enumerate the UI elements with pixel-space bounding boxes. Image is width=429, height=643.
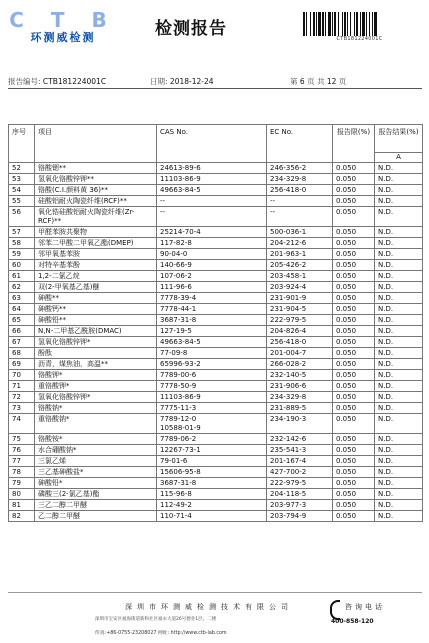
row-result: N.D. [375, 359, 423, 370]
report-number [8, 76, 106, 87]
row-ec: 232-140-5 [267, 370, 333, 381]
row-limit: 0.050 [333, 260, 375, 271]
row-no: 55 [9, 196, 35, 207]
row-item: 铬酸锶** [35, 163, 157, 174]
row-ec: 234-329-8 [267, 174, 333, 185]
report-date-label: 日期: [150, 77, 168, 86]
row-ec: 201-004-7 [267, 348, 333, 359]
row-item: 砷酸钙** [35, 304, 157, 315]
header-ec: EC No. [267, 125, 333, 163]
row-limit: 0.050 [333, 174, 375, 185]
row-ec: 427-700-2 [267, 467, 333, 478]
row-ec: 256-418-0 [267, 185, 333, 196]
row-item: 铬酸钠* [35, 403, 157, 414]
row-result: N.D. [375, 392, 423, 403]
row-result: N.D. [375, 196, 423, 207]
row-result: N.D. [375, 348, 423, 359]
row-cas: 115-96-8 [157, 489, 267, 500]
hotline-number: 400-858-120 [331, 618, 374, 625]
row-ec: 234-329-8 [267, 392, 333, 403]
row-limit: 0.050 [333, 381, 375, 392]
row-ec: -- [267, 207, 333, 227]
row-result: N.D. [375, 174, 423, 185]
row-cas: 15606-95-8 [157, 467, 267, 478]
row-no: 53 [9, 174, 35, 185]
row-ec: 204-826-4 [267, 326, 333, 337]
row-cas: 3687-31-8 [157, 478, 267, 489]
row-result: N.D. [375, 500, 423, 511]
row-result: N.D. [375, 489, 423, 500]
table-row [9, 315, 423, 326]
table-row [9, 359, 423, 370]
row-item: 邻苯二甲酸二甲氧乙酯(DMEP) [35, 238, 157, 249]
row-cas: 140-66-9 [157, 260, 267, 271]
row-item: 氢氧化铬酸锌钾** [35, 174, 157, 185]
row-no: 72 [9, 392, 35, 403]
row-cas: 107-06-2 [157, 271, 267, 282]
table-row [9, 467, 423, 478]
row-limit: 0.050 [333, 185, 375, 196]
row-limit: 0.050 [333, 456, 375, 467]
footer-rule [8, 592, 422, 593]
row-cas: 24613-89-6 [157, 163, 267, 174]
header-rule [8, 88, 422, 89]
row-no: 69 [9, 359, 35, 370]
row-result: N.D. [375, 249, 423, 260]
row-cas: 7778-50-9 [157, 381, 267, 392]
row-no: 73 [9, 403, 35, 414]
row-limit: 0.050 [333, 337, 375, 348]
row-ec: 231-901-9 [267, 293, 333, 304]
row-item: 砷酸铅** [35, 315, 157, 326]
row-limit: 0.050 [333, 434, 375, 445]
row-cas: 3687-31-8 [157, 315, 267, 326]
table-row [9, 207, 423, 227]
row-ec: 231-904-5 [267, 304, 333, 315]
row-ec: -- [267, 196, 333, 207]
row-cas: 11103-86-9 [157, 392, 267, 403]
header-cas: CAS No. [157, 125, 267, 163]
row-limit: 0.050 [333, 271, 375, 282]
row-no: 65 [9, 315, 35, 326]
barcode-bar [377, 12, 379, 36]
row-result: N.D. [375, 227, 423, 238]
row-result: N.D. [375, 326, 423, 337]
row-result: N.D. [375, 434, 423, 445]
row-cas: 117-82-8 [157, 238, 267, 249]
company-logo [8, 10, 118, 44]
row-cas: 11103-86-9 [157, 174, 267, 185]
row-cas-secondary: 10588-01-9 [160, 424, 201, 432]
row-no: 59 [9, 249, 35, 260]
row-limit: 0.050 [333, 163, 375, 174]
row-cas: 12267-73-1 [157, 445, 267, 456]
row-cas: 7775-11-3 [157, 403, 267, 414]
row-no: 70 [9, 370, 35, 381]
row-item: 砷酸铅* [35, 478, 157, 489]
row-item: N,N-二甲基乙酰胺(DMAC) [35, 326, 157, 337]
row-no: 76 [9, 445, 35, 456]
row-no: 74 [9, 414, 35, 434]
row-cas [157, 414, 267, 434]
row-result: N.D. [375, 282, 423, 293]
row-limit: 0.050 [333, 238, 375, 249]
header-no: 序号 [9, 125, 35, 163]
row-cas: 79-01-6 [157, 456, 267, 467]
row-item: 三氯乙烯 [35, 456, 157, 467]
row-cas: 49663-84-5 [157, 337, 267, 348]
row-ec: 204-118-5 [267, 489, 333, 500]
table-row [9, 163, 423, 174]
row-limit: 0.050 [333, 304, 375, 315]
table-row [9, 500, 423, 511]
row-no: 52 [9, 163, 35, 174]
row-no: 61 [9, 271, 35, 282]
row-limit: 0.050 [333, 282, 375, 293]
table-row [9, 293, 423, 304]
row-item: 磷酸三(2-氯乙基)酯 [35, 489, 157, 500]
row-item: 沥青，煤焦油，高温** [35, 359, 157, 370]
row-ec: 500-036-1 [267, 227, 333, 238]
row-ec: 203-924-4 [267, 282, 333, 293]
row-item: 氧化锆硅酸铝耐火陶瓷纤维(Zr-RCF)** [35, 207, 157, 227]
row-cas: 25214-70-4 [157, 227, 267, 238]
row-limit: 0.050 [333, 489, 375, 500]
results-table [8, 124, 423, 522]
table-row [9, 511, 423, 522]
row-item: 铬酸铵* [35, 434, 157, 445]
row-cas: 77-09-8 [157, 348, 267, 359]
table-row [9, 174, 423, 185]
row-ec: 256-418-0 [267, 337, 333, 348]
row-ec: 235-541-3 [267, 445, 333, 456]
row-result: N.D. [375, 414, 423, 434]
row-no: 56 [9, 207, 35, 227]
row-cas: -- [157, 196, 267, 207]
row-result: N.D. [375, 403, 423, 414]
row-result: N.D. [375, 381, 423, 392]
row-no: 66 [9, 326, 35, 337]
row-item: 对特辛基苯酚 [35, 260, 157, 271]
row-ec: 203-794-9 [267, 511, 333, 522]
row-result: N.D. [375, 467, 423, 478]
table-row [9, 381, 423, 392]
table-row [9, 227, 423, 238]
page-indicator [290, 76, 346, 87]
row-item: 邻甲氧基苯胺 [35, 249, 157, 260]
row-item: 酚酞 [35, 348, 157, 359]
row-limit: 0.050 [333, 359, 375, 370]
row-item: 铬酸(C.I.颜料黄 36)** [35, 185, 157, 196]
page-total: 12 [326, 77, 337, 86]
row-result: N.D. [375, 478, 423, 489]
row-item: 硅酸铝耐火陶瓷纤维(RCF)** [35, 196, 157, 207]
row-ec: 201-963-1 [267, 249, 333, 260]
row-limit: 0.050 [333, 478, 375, 489]
row-item: 水合硼酸钠* [35, 445, 157, 456]
row-cas: 111-96-6 [157, 282, 267, 293]
table-row [9, 478, 423, 489]
row-result: N.D. [375, 238, 423, 249]
row-cas: 110-71-4 [157, 511, 267, 522]
row-item: 砷酸** [35, 293, 157, 304]
header-limit: 报告限(%) [333, 125, 375, 163]
row-no: 64 [9, 304, 35, 315]
table-row [9, 489, 423, 500]
row-ec: 266-028-2 [267, 359, 333, 370]
row-cas: 90-04-0 [157, 249, 267, 260]
barcode-number: CTB181224001C [336, 36, 383, 42]
row-result: N.D. [375, 511, 423, 522]
row-ec: 204-212-6 [267, 238, 333, 249]
row-limit: 0.050 [333, 445, 375, 456]
row-ec: 222-979-5 [267, 478, 333, 489]
row-limit: 0.050 [333, 196, 375, 207]
row-limit: 0.050 [333, 414, 375, 434]
row-result: N.D. [375, 207, 423, 227]
table-row [9, 392, 423, 403]
row-ec: 246-356-2 [267, 163, 333, 174]
row-no: 77 [9, 456, 35, 467]
row-item: 氢氧化铬酸锌钾* [35, 337, 157, 348]
row-item: 铬酸钾* [35, 370, 157, 381]
row-result: N.D. [375, 271, 423, 282]
table-row [9, 185, 423, 196]
row-cas: 127-19-5 [157, 326, 267, 337]
row-item: 1,2-二氯乙烷 [35, 271, 157, 282]
row-limit: 0.050 [333, 500, 375, 511]
row-ec: 203-458-1 [267, 271, 333, 282]
table-row [9, 282, 423, 293]
row-limit: 0.050 [333, 227, 375, 238]
table-row [9, 456, 423, 467]
footer-contact: 传真:+86-0755-23208027 网址: http://www.ctb-lab.com [95, 631, 227, 636]
row-no: 71 [9, 381, 35, 392]
row-no: 54 [9, 185, 35, 196]
table-row [9, 271, 423, 282]
row-item: 双(2-甲氧基乙基)醚 [35, 282, 157, 293]
row-no: 58 [9, 238, 35, 249]
row-no: 62 [9, 282, 35, 293]
row-item: 重铬酸钠* [35, 414, 157, 434]
row-limit: 0.050 [333, 315, 375, 326]
row-result: N.D. [375, 163, 423, 174]
header-result: 报告结果(%) [375, 125, 423, 153]
row-ec: 205-426-2 [267, 260, 333, 271]
row-no: 57 [9, 227, 35, 238]
page-prefix: 第 [290, 77, 298, 86]
report-number-value: CTB181224001C [42, 77, 107, 86]
row-ec: 203-977-3 [267, 500, 333, 511]
row-ec: 201-167-4 [267, 456, 333, 467]
table-row [9, 326, 423, 337]
row-result: N.D. [375, 304, 423, 315]
table-row [9, 370, 423, 381]
table-row [9, 403, 423, 414]
table-row [9, 238, 423, 249]
row-ec: 232-142-6 [267, 434, 333, 445]
row-ec: 222-979-5 [267, 315, 333, 326]
logo-subtitle: 环测威检测 [30, 31, 96, 44]
table-row [9, 196, 423, 207]
row-cas: -- [157, 207, 267, 227]
table-row [9, 445, 423, 456]
barcode [303, 12, 416, 36]
row-cas: 7778-39-4 [157, 293, 267, 304]
row-result: N.D. [375, 445, 423, 456]
row-no: 63 [9, 293, 35, 304]
phone-icon [330, 600, 340, 620]
row-result: N.D. [375, 185, 423, 196]
row-limit: 0.050 [333, 392, 375, 403]
hotline-label: 咨询电话 [345, 603, 385, 611]
row-item: 重铬酸钾* [35, 381, 157, 392]
row-item: 氢氧化铬酸锌钾* [35, 392, 157, 403]
row-item: 甲醛苯胺共聚物 [35, 227, 157, 238]
row-no: 81 [9, 500, 35, 511]
table-row [9, 304, 423, 315]
results-table-body [9, 163, 423, 522]
table-row [9, 348, 423, 359]
row-ec: 231-889-5 [267, 403, 333, 414]
document-title: 检测报告 [155, 19, 227, 39]
row-item: 三乙二醇二甲醚 [35, 500, 157, 511]
row-limit: 0.050 [333, 467, 375, 478]
page-number: 6 [299, 77, 305, 86]
row-cas: 112-49-2 [157, 500, 267, 511]
page-suffix: 页 [338, 77, 347, 86]
report-number-label: 报告编号: [8, 77, 41, 86]
row-result: N.D. [375, 337, 423, 348]
row-no: 75 [9, 434, 35, 445]
row-cas: 65996-93-2 [157, 359, 267, 370]
footer-company: 深圳市环测威检测技术有限公司 [125, 603, 293, 611]
report-date-value: 2018-12-24 [169, 77, 214, 86]
row-cas-primary: 7789-12-0 [160, 415, 197, 423]
row-no: 80 [9, 489, 35, 500]
row-limit: 0.050 [333, 511, 375, 522]
row-limit: 0.050 [333, 249, 375, 260]
row-item: 三乙基砷酸盐* [35, 467, 157, 478]
logo-letters: C T B [9, 8, 117, 32]
table-row [9, 337, 423, 348]
row-cas: 7778-44-1 [157, 304, 267, 315]
table-row [9, 249, 423, 260]
row-limit: 0.050 [333, 293, 375, 304]
row-result: N.D. [375, 293, 423, 304]
row-no: 78 [9, 467, 35, 478]
row-no: 67 [9, 337, 35, 348]
header-item: 项目 [35, 125, 157, 163]
footer-address: 深圳市宝安区福海街道新和社区福永大道26号德业1层、二楼 [95, 617, 217, 622]
row-result: N.D. [375, 456, 423, 467]
row-ec: 234-190-3 [267, 414, 333, 434]
row-result: N.D. [375, 260, 423, 271]
row-limit: 0.050 [333, 207, 375, 227]
row-result: N.D. [375, 315, 423, 326]
row-item: 乙二醇二甲醚 [35, 511, 157, 522]
row-limit: 0.050 [333, 326, 375, 337]
row-cas: 49663-84-5 [157, 185, 267, 196]
row-ec: 231-906-6 [267, 381, 333, 392]
row-no: 68 [9, 348, 35, 359]
page-mid: 页 共 [307, 77, 325, 86]
table-row [9, 434, 423, 445]
row-limit: 0.050 [333, 348, 375, 359]
row-cas: 7789-06-2 [157, 434, 267, 445]
table-row [9, 414, 423, 434]
report-date [150, 76, 214, 87]
table-row [9, 260, 423, 271]
row-no: 79 [9, 478, 35, 489]
sample-label: A [375, 153, 423, 163]
row-limit: 0.050 [333, 403, 375, 414]
row-result: N.D. [375, 370, 423, 381]
row-no: 60 [9, 260, 35, 271]
row-no: 82 [9, 511, 35, 522]
row-limit: 0.050 [333, 370, 375, 381]
row-cas: 7789-00-6 [157, 370, 267, 381]
